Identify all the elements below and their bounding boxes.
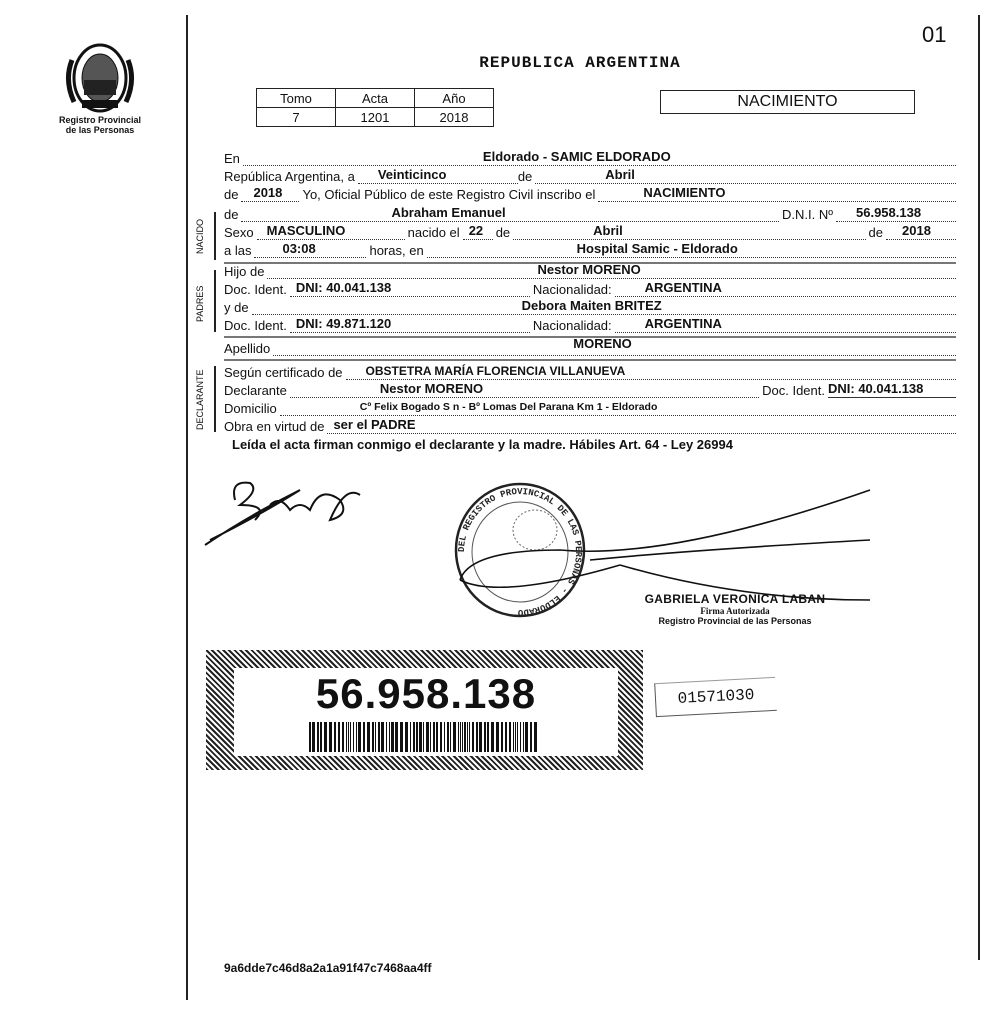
label: Declarante [224, 383, 287, 398]
name-field [241, 207, 779, 222]
row-domicilio [224, 400, 956, 416]
barcode-bar [484, 722, 486, 752]
row-nombre [224, 206, 956, 222]
authority-name: GABRIELA VERONICA LABAN [644, 592, 826, 606]
record-table [256, 88, 494, 127]
birth-day-field [463, 225, 493, 240]
row-padre [224, 263, 956, 279]
value: OBSTETRA MARÍA FLORENCIA VILLANUEVA [365, 364, 626, 378]
barcode-bar [479, 722, 482, 752]
value: ARGENTINA [644, 280, 722, 295]
barcode-bar [320, 722, 322, 752]
father-nat-field [615, 282, 956, 297]
value: Eldorado - SAMIC ELDORADO [482, 149, 671, 164]
barcode-bar [444, 722, 445, 752]
value: ser el PADRE [333, 417, 416, 432]
label: Sexo [224, 225, 254, 240]
authority-block [600, 592, 870, 626]
birth-place-field [427, 243, 956, 258]
surname-field [273, 336, 956, 356]
barcode-bar [430, 722, 431, 752]
en-field [243, 151, 956, 166]
logo-caption [40, 115, 160, 135]
declarant-field [290, 383, 759, 398]
section-bar [214, 270, 216, 332]
value: Nestor MORENO [537, 262, 641, 277]
section-bar [214, 366, 216, 432]
declarant-signature-icon [200, 475, 370, 550]
barcode-bar [346, 722, 347, 752]
stamp-number: 01571030 [654, 677, 777, 717]
row-madre-doc [224, 317, 956, 333]
value: DNI: 40.041.138 [295, 280, 392, 295]
barcode-bar [309, 722, 311, 752]
barcode-bar [348, 722, 349, 752]
label: horas, en [369, 243, 424, 258]
barcode-bar [426, 722, 429, 752]
barcode-bar [367, 722, 370, 752]
barcode-bar [342, 722, 344, 752]
value: Abril [593, 223, 623, 238]
header-acta: Acta [336, 89, 415, 108]
header-ano: Año [415, 89, 494, 108]
header-tomo: Tomo [257, 89, 336, 108]
value: 22 [468, 223, 484, 238]
barcode-bar [496, 722, 499, 752]
logo-caption-line1: Registro Provincial [58, 115, 142, 125]
barcode-bar [525, 722, 528, 752]
barcode-bar [487, 722, 489, 752]
misiones-logo-icon [60, 40, 140, 115]
barcode-bar [410, 722, 411, 752]
barcode-bar [358, 722, 361, 752]
barcode-bar [312, 722, 315, 752]
inscribe-field [598, 187, 956, 202]
barcode-bar [375, 722, 376, 752]
authority-role: Firma Autorizada [700, 606, 770, 616]
birth-year-field [886, 225, 956, 240]
barcode-bar [509, 722, 511, 752]
barcode-bar [491, 722, 494, 752]
barcode-bar [419, 722, 422, 752]
value-ano: 2018 [415, 108, 494, 127]
label: Según certificado de [224, 365, 343, 380]
value: Abril [605, 167, 635, 182]
cert-field [346, 365, 956, 380]
value: 03:08 [282, 241, 316, 256]
barcode-bar [391, 722, 394, 752]
row-declarante [224, 382, 956, 398]
row-obra [224, 418, 956, 434]
barcode-bar [515, 722, 516, 752]
label: Hijo de [224, 264, 265, 279]
barcode-bar [505, 722, 507, 752]
right-margin-line [978, 15, 980, 960]
barcode-bar [334, 722, 336, 752]
label: de [517, 169, 533, 184]
barcode-bar [436, 722, 438, 752]
barcode-bar [472, 722, 474, 752]
barcode-bar [395, 722, 398, 752]
barcode-bar [476, 722, 478, 752]
value: Cº Felix Bogado S n - Bº Lomas Del Parana Km 1 - Eldorado [359, 401, 658, 413]
label: Doc. Ident. [762, 383, 825, 398]
barcode-bar [464, 722, 466, 752]
barcode-bar [513, 722, 514, 752]
closing-text: Leída el acta firman conmigo el declarante y la madre. Hábiles Art. 64 - Ley 26994 [232, 437, 733, 452]
row-hora [224, 242, 956, 258]
barcode-bar [450, 722, 451, 752]
label: En [224, 151, 240, 166]
value: MASCULINO [266, 223, 346, 238]
dni-field [836, 207, 956, 222]
barcode-bar [350, 722, 351, 752]
value: 2018 [902, 223, 931, 238]
label: de [224, 187, 239, 202]
row-padre-doc [224, 281, 956, 297]
label: y de [224, 300, 249, 315]
label: de [868, 225, 883, 240]
mother-doc-field [290, 318, 530, 333]
barcode-bar [462, 722, 463, 752]
barcode-bar [413, 722, 415, 752]
barcode-bar [386, 722, 387, 752]
value-tomo: 7 [257, 108, 336, 127]
year-field [241, 187, 299, 202]
label: Domicilio [224, 401, 277, 416]
barcode-bar [530, 722, 532, 752]
section-bar [214, 212, 216, 260]
row-madre [224, 299, 956, 315]
value: 56.958.138 [856, 205, 922, 220]
barcode-bar [416, 722, 418, 752]
label: Nacionalidad: [532, 318, 612, 333]
barcode-bar [423, 722, 424, 752]
month-field [535, 169, 956, 184]
declarant-doc-field [828, 383, 956, 398]
barcode-bar [317, 722, 319, 752]
barcode-bar [447, 722, 449, 752]
label: Obra en virtud de [224, 419, 325, 434]
row-apellido [224, 336, 956, 356]
address-field [280, 401, 956, 416]
sex-field [257, 225, 405, 240]
barcode-icon [309, 722, 539, 752]
mother-nat-field [615, 318, 956, 333]
barcode-bar [324, 722, 327, 752]
left-margin-line [186, 15, 188, 1000]
row-sexo [224, 224, 956, 240]
barcode-bar [363, 722, 365, 752]
label: de [224, 207, 239, 222]
father-doc-field [290, 282, 530, 297]
row-en [224, 150, 956, 166]
authority-org: Registro Provincial de las Personas [658, 616, 812, 626]
barcode-bar [469, 722, 470, 752]
barcode-number: 56.958.138 [315, 670, 537, 717]
barcode-bar [517, 722, 518, 752]
document-hash: 9a6dde7c46d8a2a1a91f47c7468aa4ff [224, 961, 432, 975]
barcode-bar [453, 722, 456, 752]
record-type-box: NACIMIENTO [660, 90, 915, 114]
value: Veinticinco [377, 167, 447, 182]
label: Yo, Oficial Público de este Registro Civil inscribo el [302, 187, 596, 202]
document-title: REPUBLICA ARGENTINA [479, 54, 681, 72]
father-field [267, 264, 956, 279]
birth-time-field [254, 243, 366, 258]
barcode-bar [405, 722, 408, 752]
row-fecha [224, 168, 956, 184]
barcode-bar [534, 722, 537, 752]
barcode-bar [520, 722, 521, 752]
label: República Argentina, a [224, 169, 355, 184]
divider [224, 359, 956, 361]
value: Debora Maiten BRITEZ [521, 298, 662, 313]
barcode-bar [440, 722, 442, 752]
value: MORENO [573, 336, 632, 351]
label: Apellido [224, 341, 271, 356]
value: Hospital Samic - Eldorado [576, 241, 738, 256]
row-certificado [224, 364, 956, 380]
label: Doc. Ident. [224, 318, 287, 333]
section-declarante: DECLARANTE [195, 369, 205, 430]
barcode-bar [501, 722, 503, 752]
value: DNI: 49.871.120 [295, 316, 392, 331]
barcode-bar [378, 722, 380, 752]
section-padres: PADRES [195, 285, 205, 322]
barcode-inner [234, 668, 618, 756]
barcode-bar [329, 722, 332, 752]
value: 2018 [253, 185, 283, 200]
label: a las [224, 243, 252, 258]
day-field [358, 169, 518, 184]
barcode-bar [523, 722, 524, 752]
id-barcode-label [206, 650, 643, 770]
label: D.N.I. Nº [782, 207, 833, 222]
obra-field [327, 419, 956, 434]
official-seal-text-path: DEL REGISTRO PROVINCIAL DE LAS PERSONAS - ELDORADO [456, 486, 584, 618]
value: DNI: 40.041.138 [828, 381, 924, 396]
value: Nestor MORENO [379, 381, 484, 396]
label: nacido el [407, 225, 460, 240]
value: ARGENTINA [644, 316, 722, 331]
value: NACIMIENTO [643, 185, 726, 200]
barcode-bar [460, 722, 461, 752]
barcode-bar [381, 722, 384, 752]
label: Doc. Ident. [224, 282, 287, 297]
value-acta: 1201 [336, 108, 415, 127]
barcode-bar [356, 722, 357, 752]
label: Nacionalidad: [532, 282, 612, 297]
birth-month-field [513, 225, 865, 240]
barcode-bar [389, 722, 390, 752]
section-nacido: NACIDO [195, 218, 205, 254]
barcode-bar [467, 722, 468, 752]
barcode-bar [433, 722, 435, 752]
row-inscribe [224, 186, 956, 202]
value: Abraham Emanuel [391, 205, 506, 220]
label: de [495, 225, 511, 240]
logo-caption-line2: de las Personas [65, 125, 135, 135]
barcode-bar [458, 722, 459, 752]
barcode-bar [353, 722, 354, 752]
page-number: 01 [922, 22, 947, 47]
mother-field [252, 300, 956, 315]
barcode-bar [400, 722, 403, 752]
barcode-bar [372, 722, 374, 752]
barcode-bar [338, 722, 340, 752]
